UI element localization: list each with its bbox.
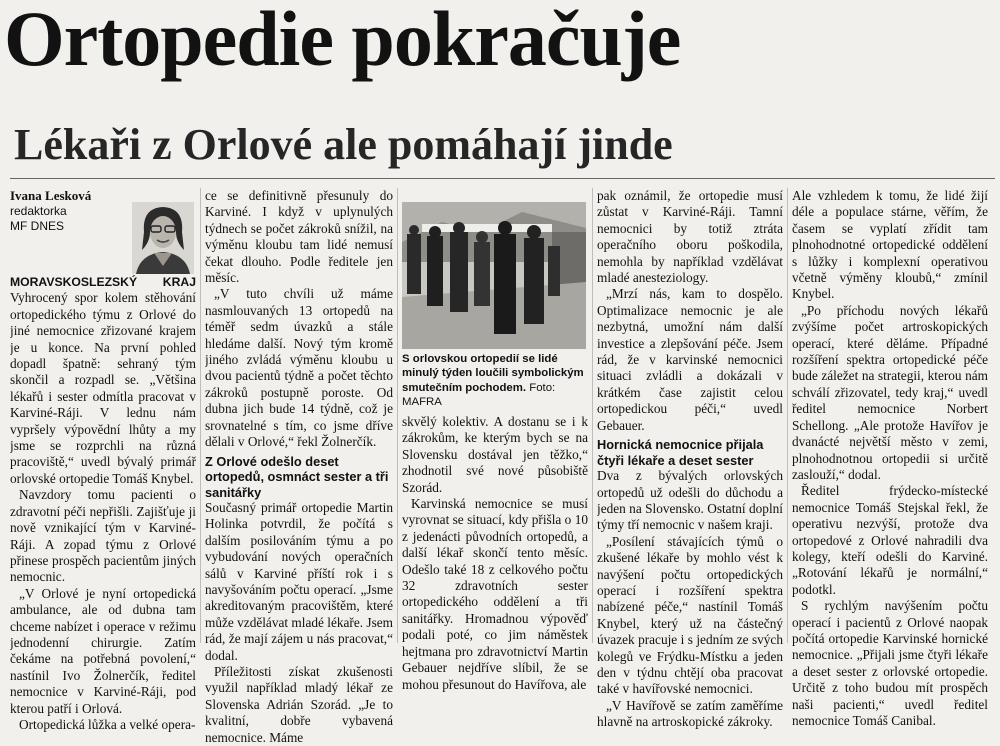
col1-para3: „V Orlové je nyní ortopedická ambulance, ale od dubna tam chceme nabízet i operace v režimu jednodenní chirurgie. Zatím čekáme na potřebná povolení,“ nastínil Ivo Žolnerčík, ředitel nemocnice v Karviné-Ráji, pod kterou patří i Orlová. — [10, 585, 196, 716]
header-rule — [10, 178, 995, 179]
col3-para1: skvělý kolektiv. A dostanu se i k zákrokům, ke kterým bych se na Slovensku dostával jen těžko,“ zhodnotil své nové působiště Szorád. — [402, 414, 588, 495]
author-role: redaktorka — [10, 204, 67, 218]
photo-caption-text: S orlovskou ortopedií se lidé minulý týden loučili symbolickým smutečním pochodem. — [402, 353, 584, 394]
col2-para3: Současný primář ortopedie Martin Holinka potvrdil, že počítá s dalším posilováním týmu a po vybudování nových operačních sálů v Karviné příští rok i s navyšováním počtu operací. „Jsme akreditovaným pracovištěm, které může vzdělávat mladé lékaře. Jsem rád, že mají zájem u nás pracovat,“ dodal. — [205, 500, 393, 663]
col1-para1: Vyhrocený spor kolem stěhování ortopedického týmu z Orlové do jiné nemocnice zřizované krajem je u konce. Na první pohled dopadl špatně: sehraný tým skončil a rozpadl se. „Většina lékařů i sester odmítla pracovat v Karviné-Ráji. V lednu nám vypršely výpovědní lhůty a my jsme se rozprchli na různá pracoviště,“ uvedl bývalý primář orlovské ortopedie Tomáš Knybel. — [10, 290, 196, 486]
col4-para5: „V Havířově se zatím zaměříme hlavně na artroskopické zákroky. — [597, 697, 783, 730]
author-publication: MF DNES — [10, 219, 64, 233]
photo-credit: Foto: MAFRA — [402, 381, 556, 409]
author-block — [10, 188, 196, 274]
column-divider — [787, 188, 788, 643]
col1-para4: Ortopedická lůžka a velké opera- — [19, 716, 196, 732]
dateline: MORAVSKOSLEZSKÝ KRAJ — [10, 275, 196, 289]
column-3 — [402, 414, 588, 693]
photo-caption — [402, 352, 588, 410]
col2-para4: Příležitosti získat zkušenosti využil například mladý lékař ze Slovenska Adrián Szorád. „Je to kvalitní, dobře vybavená nemocnice. Máme — [205, 664, 393, 745]
col2-para1: ce se definitivně přesunuly do Karviné. I když v uplynulých týdnech se počet zákroků snížil, na výměnu kloubu tam lidé nemusí čekat dlouho. Podle ředitele jen měsíc. — [205, 188, 393, 286]
column-divider — [397, 188, 398, 643]
column-1 — [10, 188, 196, 733]
column-5 — [792, 188, 988, 729]
column-divider — [592, 188, 593, 643]
news-photo — [402, 202, 586, 349]
col2-para2: „V tuto chvíli už máme nasmlouvaných 13 ortopedů na téměř sedm úvazků a stále hledáme další. Nový tým kromě jiného zvládá výměnu kloubu u dvou pacientů týdně a počet těchto zákroků postupně poroste. Od dubna jich bude 14 týdně, což je srovnatelné s tím, co jsme dříve dělali v Orlové,“ řekl Žolnerčík. — [205, 286, 393, 450]
section-heading: Hornická nemocnice přijala čtyři lékaře a deset sester — [597, 437, 764, 468]
headline: Ortopedie pokračuje — [4, 0, 681, 82]
col3-para2: Karvinská nemocnice se musí vyrovnat se situací, kdy přišla o 10 z jedenácti původních ortopedů, a další lékař skončí tento měsíc. Odešlo také 18 z celkového počtu 32 zdravotních sester ortopedického oddělení a tři sanitářky. Hromadnou výpověď podali poté, co jim náměstek hejtmana pro zdravotnictví Martin Gebauer nejdříve slíbil, že se mohou přesunout do Havířova, ale — [402, 496, 588, 692]
col4-para1: pak oznámil, že ortopedie musí zůstat v Karviné-Ráji. Tamní nemocnici by totiž ztráta operačního oboru poškodila, nemohla by například vzdělávat mladé anesteziology. — [597, 188, 783, 286]
col5-para3: Ředitel frýdecko-místecké nemocnice Tomáš Stejskal řekl, že operativu nezvýší, protože dva ortopedové z Orlové nahradili dva kolegy, kteří odešli do Karviné. „Rotování lékařů je normální,“ podotkl. — [792, 483, 988, 597]
col4-para2: „Mrzí nás, kam to dospělo. Optimalizace nemocnic je ale nezbytná, umožní nám další investice a zlepšování péče. Jsem rád, že v karvinské nemocnici situaci zvládli a dokázali v krátkém čase zajistit celou ortopedickou péči,“ uvedl Gebauer. — [597, 286, 783, 433]
column-divider — [200, 188, 201, 643]
section-heading: Z Orlové odešlo deset ortopedů, osmnáct sester a tři sanitářky — [205, 453, 389, 500]
author-photo — [132, 202, 194, 274]
col4-para3: Dva z bývalých orlovských ortopedů už odešli do důchodu a jeden na Slovensko. Ostatní doplní týmy tří nemocnic v našem kraji. — [597, 468, 783, 533]
col5-para2: „Po příchodu nových lékařů zvýšíme počet artroskopických operací, které děláme. Případné rozšíření spektra ortopedické péče bude záležet na strategii, kterou nám schválí zřizovatel, tedy kraj,“ uvedl ředitel nemocnice Norbert Schellong. „Ale protože Havířov je dvanácté největší město v zemi, plnohodnotnou ortopedii si určitě zaslouží,“ dodal. — [792, 302, 988, 482]
col5-para4: S rychlým navýšením počtu operací i pacientů z Orlové naopak počítá ortopedie Karvinské hornické nemocnice. „Přijali jsme čtyři lékaře a deset sester z orlovské ortopedie. Určitě z toho budou mít prospěch naši pacienti,“ uvedl ředitel nemocnice Tomáš Canibal. — [792, 598, 988, 728]
subheadline: Lékaři z Orlové ale pomáhají jinde — [14, 120, 673, 169]
col4-para4: „Posílení stávajících týmů o zkušené lékaře by mohlo vést k navýšení počtu ortopedických operací i rozšíření spektra nabízené péče,“ nastínil Tomáš Knybel, který už na částečný úvazek pracuje i s jedním ze svých kolegů ve Frýdku-Místku a jeden den v týdnu chtějí oba pracovat také v havířovské nemocnici. — [597, 533, 783, 697]
column-2 — [205, 188, 393, 746]
author-name: Ivana Lesková — [10, 188, 92, 203]
col5-para1: Ale vzhledem k tomu, že lidé žijí déle a populace stárne, věřím, že časem se vyplatí zřídit tam plnohodnotné ortopedické oddělení s lůžky i komplexní operativou včetně výměny kloubů,“ zmínil Knybel. — [792, 188, 988, 302]
column-4 — [597, 188, 783, 731]
col1-para2: Navzdory tomu pacienti o zdravotní péči nepřišli. Zajišťuje ji nově vznikající tým v Karviné-Ráji. A zopad týmu z Orlové přinese prospěch pacientům jiných nemocnic. — [10, 487, 196, 585]
